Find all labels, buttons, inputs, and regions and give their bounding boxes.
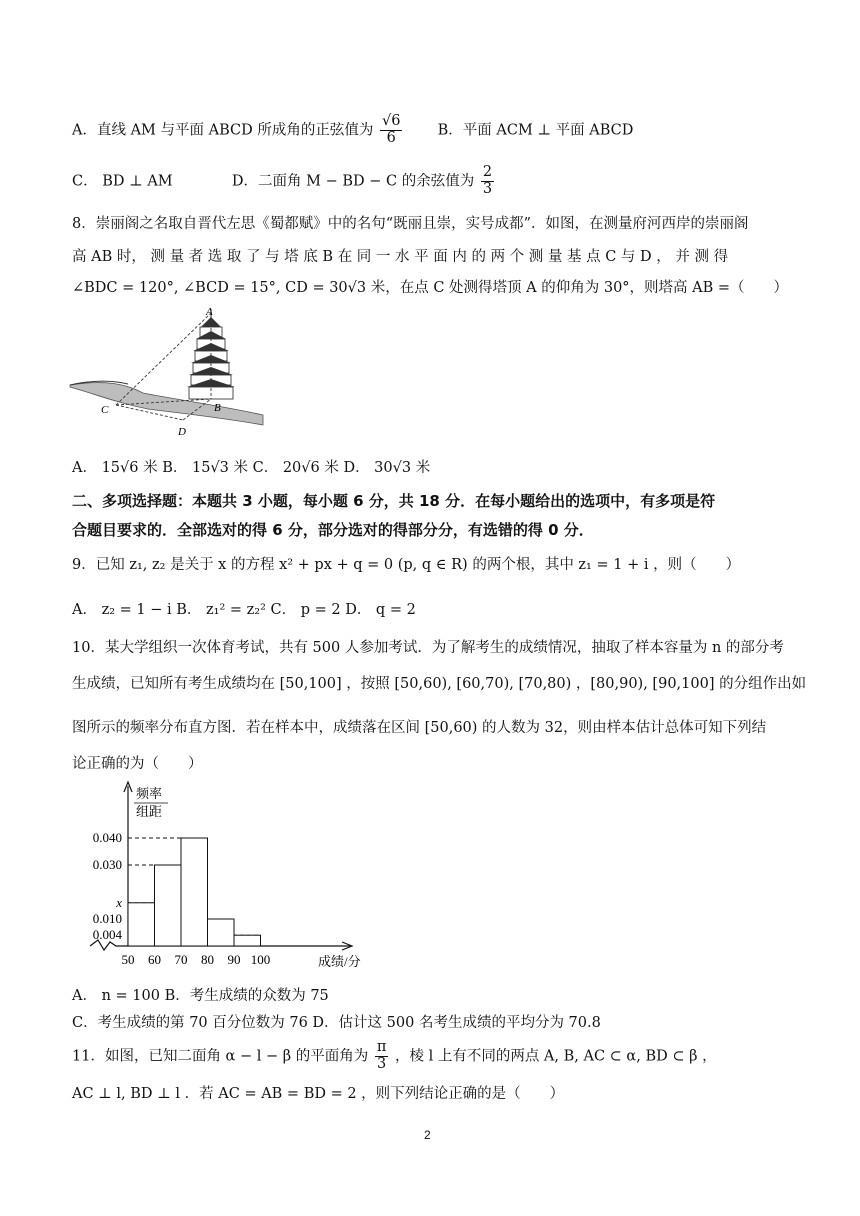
q8-line-2: 高 AB 时， 测 量 者 选 取 了 与 塔 底 B 在 同 一 水 平 面 内 的 两 个 测 量 基 点 C 与 D ， 并 测 得 — [72, 249, 729, 265]
fraction-denominator: 6 — [386, 129, 396, 146]
q10-line-3: 图所示的频率分布直方图．若在样本中，成绩落在区间 [50,60) 的人数为 32，则由样本估计总体可知下列结 — [72, 720, 767, 736]
q7-option-d-fraction — [481, 165, 494, 198]
q7-option-a — [72, 114, 633, 147]
x-tick-label: 90 — [227, 952, 241, 967]
section-2-heading-line-2: 合题目要求的．全部选对的得 6 分，部分选对的得部分分，有选错的得 0 分． — [72, 521, 594, 539]
q11-line-1-end: ，棱 l 上有不同的两点 A, B, AC ⊂ α, BD ⊂ β ， — [394, 1048, 717, 1065]
figure-label-a: A — [206, 306, 213, 318]
q7-option-d: D．二面角 M − BD − C 的余弦值为 — [231, 173, 475, 190]
q9-stem: 9．已知 z₁, z₂ 是关于 x 的方程 x² + px + q = 0 (p, q ∈ R) 的两个根，其中 z₁ = 1 + i ，则（ ） — [72, 557, 741, 573]
q8-options: A． 15√6 米 B． 15√3 米 C． 20√6 米 D． 30√3 米 — [72, 460, 431, 476]
q8-line-3: ∠BDC = 120°, ∠BCD = 15°, CD = 30√3 米，在点 C 处测得塔顶 A 的仰角为 30°，则塔高 AB =（ ） — [72, 280, 789, 296]
histogram-bar — [155, 865, 182, 946]
x-tick-label: 60 — [148, 952, 161, 967]
fraction-denominator: 3 — [376, 1055, 387, 1072]
x-axis-label: 成绩/分 — [318, 954, 361, 969]
q7-option-b: B．平面 ACM ⊥ 平面 ABCD — [437, 122, 634, 139]
q7-option-c-d — [72, 165, 496, 198]
fraction-numerator: √6 — [381, 113, 401, 129]
histogram-bars — [128, 838, 261, 946]
x-tick-label: 50 — [121, 952, 135, 967]
y-tick-label: 0.010 — [92, 911, 122, 926]
section-2-heading-line-1: 二、多项选择题：本题共 3 小题，每小题 6 分，共 18 分．在每小题给出的选项中，有多项是符 — [72, 492, 716, 510]
x-tick-label: 100 — [250, 952, 271, 967]
histogram-bar — [234, 935, 261, 946]
figure-label-b: B — [214, 402, 221, 414]
q7-option-a-text: A．直线 AM 与平面 ABCD 所成角的正弦值为 — [72, 122, 374, 139]
histogram-bar — [128, 903, 155, 946]
q7-option-c: C． BD ⊥ AM — [72, 173, 173, 190]
histogram-bar — [208, 919, 235, 946]
q9-options: A． z₂ = 1 − i B． z₁² = z₂² C． p = 2 D． q = 2 — [72, 602, 416, 618]
q11-line-2: AC ⊥ l, BD ⊥ l ．若 AC = AB = BD = 2 ，则下列结论正确的是（ ） — [72, 1086, 565, 1102]
q10-line-4: 论正确的为（ ） — [72, 756, 203, 772]
q7-option-a-fraction — [380, 114, 402, 147]
pagoda-figure — [68, 305, 268, 440]
q10-options-line-2: C．考生成绩的第 70 百分位数为 76 D．估计这 500 名考生成绩的平均分为 70.8 — [72, 1015, 601, 1031]
x-tick-label: 80 — [201, 952, 214, 967]
q11-line-1-start: 11．如图，已知二面角 α − l − β 的平面角为 — [72, 1048, 369, 1065]
q10-line-2: 生成绩，已知所有考生成绩均在 [50,100] ，按照 [50,60), [60,70), [70,80) ，[80,90), [90,100] 的分组作出如 — [72, 676, 807, 692]
q10-line-1: 10．某大学组织一次体育考试，共有 500 人参加考试．为了解考生的成绩情况，抽取了样本容量为 n 的部分考 — [72, 640, 784, 656]
histogram-chart — [70, 776, 390, 976]
q10-options-line-1: A． n = 100 B．考生成绩的众数为 75 — [72, 988, 329, 1004]
fraction-numerator: π — [376, 1039, 387, 1055]
y-tick-label: x — [116, 894, 122, 910]
y-tick-label: 0.040 — [92, 830, 122, 845]
y-axis-label-top: 频率 — [136, 786, 163, 801]
figure-label-c: C — [101, 404, 109, 416]
histogram-bar — [181, 838, 208, 946]
y-tick-label: 0.030 — [92, 857, 122, 872]
y-axis-label-bottom: 组距 — [136, 804, 163, 819]
figure-label-d: D — [178, 426, 186, 438]
q11-fraction — [375, 1040, 389, 1073]
fraction-numerator: 2 — [482, 164, 493, 180]
y-tick-label: 0.004 — [92, 927, 122, 943]
x-tick-label: 70 — [174, 952, 188, 967]
fraction-denominator: 3 — [482, 180, 493, 197]
page-number: 2 — [424, 1128, 431, 1142]
q8-line-1: 8．崇丽阁之名取自晋代左思《蜀都赋》中的名句“既丽且崇，实号成都”．如图，在测量府河西岸的崇丽阁 — [72, 216, 749, 232]
q11-line-1 — [72, 1040, 717, 1073]
